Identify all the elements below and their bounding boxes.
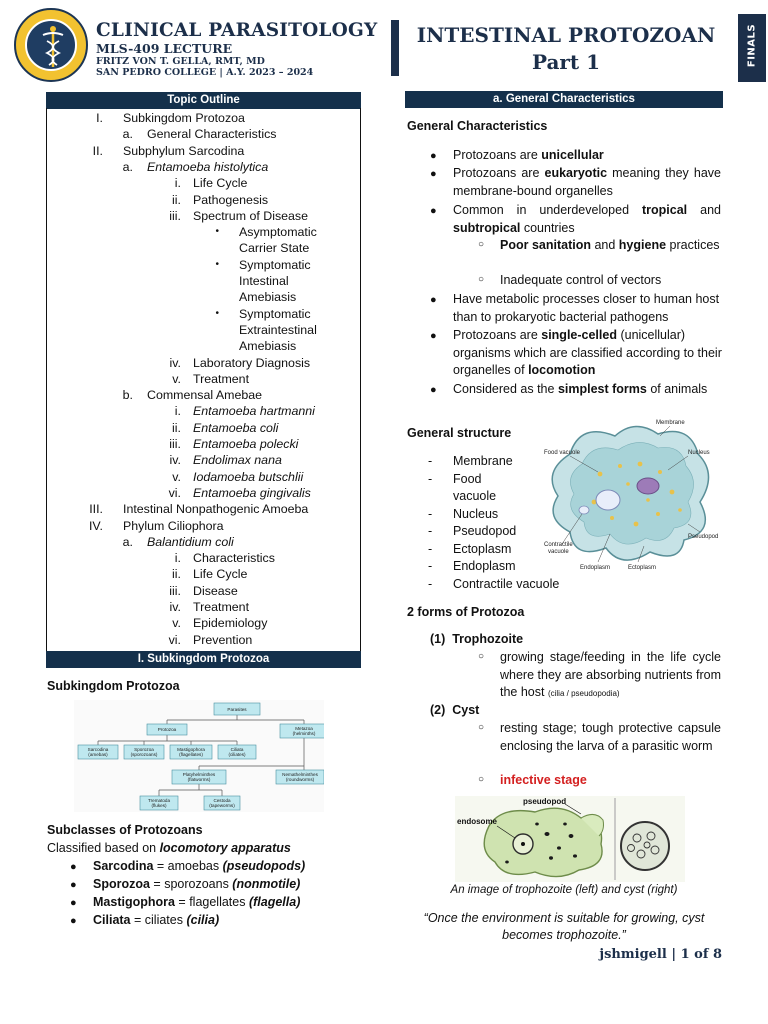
outline-number: iv. — [169, 453, 181, 468]
form-item — [430, 702, 479, 720]
header-divider — [391, 20, 399, 76]
dash: - — [428, 524, 433, 538]
outline-item[interactable]: Life Cycle — [193, 567, 248, 582]
subkingdom-heading — [47, 678, 180, 695]
outline-number: ii. — [172, 567, 181, 582]
outline-item[interactable]: Spectrum of Disease — [193, 208, 309, 223]
topic-title-line2: Part 1 — [531, 50, 601, 74]
amoeba-label-membrane: Membrane — [656, 420, 685, 426]
outline-item[interactable]: Asymptomatic — [239, 225, 317, 240]
bullet-icon: ● — [430, 294, 437, 306]
amoeba-label-food-vacuole: Food vacuole — [544, 450, 581, 456]
locomotory-apparatus: locomotory apparatus — [159, 841, 291, 855]
outline-number: iv. — [169, 600, 181, 614]
outline-item[interactable]: Iodamoeba butschlii — [193, 469, 304, 484]
diagram-node-nemathelminthes: Nemathelminthes — [282, 772, 318, 777]
text: growing stage/feeding in the life cycle where they are absorbing nutrients from the host — [500, 650, 721, 699]
form-name: Cyst — [452, 703, 480, 717]
outline-number: I. — [96, 111, 103, 125]
outline-item[interactable]: Extraintestinal — [239, 322, 317, 337]
protozoa-classification-diagram — [74, 700, 324, 812]
bullet-icon: ● — [70, 915, 77, 927]
outline-number: i. — [174, 551, 181, 566]
characteristic-item — [453, 327, 723, 380]
circle-bullet-icon: ○ — [478, 239, 485, 250]
classified-line — [47, 840, 291, 857]
dash: - — [428, 472, 433, 486]
page-number: 1 of 8 — [680, 947, 722, 962]
diagram-node-platyhelminthes-sub: (flatworms) — [187, 777, 211, 782]
subclass-name: Sarcodina — [93, 859, 154, 873]
instructor-name: FRITZ VON T. GELLA, RMT, MD — [96, 56, 265, 67]
structure-item: vacuole — [453, 489, 497, 503]
subkingdom-section-bar: I. Subkingdom Protozoa — [46, 651, 361, 668]
forms-heading — [407, 604, 524, 622]
outline-item[interactable]: Entamoeba coli — [193, 420, 279, 435]
dash: - — [428, 559, 433, 573]
structure-item: Endoplasm — [453, 559, 516, 573]
text: Common in underdeveloped — [453, 203, 642, 217]
subclass-item — [93, 894, 300, 911]
outline-item[interactable]: Disease — [193, 583, 238, 598]
lecture-code: MLS-409 LECTURE — [96, 41, 233, 56]
outline-item[interactable]: Phylum Ciliophora — [123, 518, 224, 533]
subclass-name: Sporozoa — [93, 877, 150, 891]
diagram-node-trematoda-sub: (flukes) — [151, 803, 167, 808]
diagram-node-parasites: Parasites — [227, 707, 247, 712]
diagram-node-protozoa: Protozoa — [157, 727, 177, 732]
text: Protozoans are — [453, 328, 542, 342]
subclasses-heading-text: Subclasses of Protozoans — [47, 823, 203, 837]
form-number: (1) — [430, 632, 446, 646]
diagram-node-metazoa: Metazoa — [295, 726, 313, 731]
quote-text: “Once the environment is suitable for growing, cyst becomes trophozoite.” — [423, 911, 705, 942]
bullet-icon: ● — [430, 168, 437, 180]
general-characteristics-heading — [407, 118, 547, 136]
outline-item[interactable]: Characteristics — [193, 551, 275, 566]
diagram-node-mastigophora-sub: (flagellates) — [179, 752, 203, 757]
bullet-icon: ● — [430, 150, 437, 162]
text: simplest forms — [557, 382, 647, 396]
diagram-node-mastigophora: Mastigophora — [177, 747, 205, 752]
amoeba-label-ectoplasm: Ectoplasm — [628, 565, 657, 571]
outline-item[interactable]: Symptomatic — [239, 257, 311, 272]
outline-number: a. — [122, 127, 133, 142]
subclass-item — [93, 858, 305, 875]
form-name: Trophozoite — [452, 632, 524, 646]
subclass-desc: = ciliates — [130, 913, 187, 927]
outline-item[interactable]: Balantidium coli — [147, 534, 234, 549]
sub-characteristic-item: Inadequate control of vectors — [500, 273, 662, 287]
outline-item[interactable]: Treatment — [193, 371, 250, 386]
text: single-celled — [541, 328, 617, 342]
footer-separator: | — [666, 947, 681, 962]
outline-item[interactable]: Treatment — [193, 600, 250, 614]
amoeba-label-endoplasm: Endoplasm — [580, 565, 611, 571]
form-description — [500, 649, 721, 703]
outline-number: ii. — [172, 192, 181, 207]
bullet-icon: ● — [70, 861, 77, 873]
author-handle: jshmigell — [599, 947, 667, 962]
caduceus-icon — [25, 19, 77, 71]
trophozoite-cyst-micrograph — [455, 796, 685, 882]
characteristic-item — [453, 147, 721, 165]
outline-item[interactable]: Laboratory Diagnosis — [193, 355, 311, 370]
amoeba-label-contractile: Contractile — [544, 542, 573, 548]
text: Protozoans are — [453, 166, 545, 180]
outline-number: i. — [174, 404, 181, 419]
outline-number: b. — [122, 388, 133, 403]
topic-outline — [46, 108, 361, 652]
outline-number: IV. — [88, 518, 103, 533]
diagram-node-sporozoa: Sporozoa — [134, 747, 154, 752]
page-footer — [599, 947, 722, 962]
sub-characteristic-item — [500, 237, 721, 255]
amoeba-structure-illustration — [540, 414, 726, 574]
dash: - — [428, 507, 433, 521]
structure-item: Food — [453, 472, 482, 486]
subclasses-heading — [47, 822, 203, 839]
subclass-desc: = flagellates — [174, 895, 249, 909]
subkingdom-heading-text: Subkingdom Protozoa — [47, 679, 180, 693]
outline-item[interactable]: Entamoeba gingivalis — [193, 485, 311, 500]
topic-title — [400, 22, 732, 76]
bullet-icon: ● — [430, 330, 437, 342]
structure-item: Ectoplasm — [453, 542, 512, 556]
outline-number: i. — [174, 176, 181, 191]
subclass-item — [93, 912, 219, 929]
text: eukaryotic — [544, 166, 608, 180]
outline-number: vi. — [168, 632, 181, 647]
text: Poor sanitation — [500, 238, 591, 252]
outline-item[interactable]: Prevention — [193, 632, 253, 647]
text: (unicellular) organisms which are classified according to their organelles of — [453, 328, 722, 377]
diagram-node-platyhelminthes: Platyhelminthes — [182, 772, 216, 777]
course-title: CLINICAL PARASITOLOGY — [96, 20, 378, 41]
dash: - — [428, 577, 433, 591]
dash: - — [428, 454, 433, 468]
outline-number: iii. — [169, 208, 181, 223]
subclass-name: Mastigophora — [93, 895, 175, 909]
college-logo — [14, 8, 88, 82]
outline-item[interactable]: Amebiasis — [239, 290, 297, 305]
outline-item[interactable]: Subphylum Sarcodina — [123, 143, 245, 158]
finals-tab — [738, 14, 766, 82]
text: locomotion — [528, 363, 596, 377]
bullet-icon: ● — [430, 205, 437, 217]
subclass-name: Ciliata — [93, 913, 131, 927]
diagram-node-metazoa-sub: (helminths) — [292, 731, 316, 736]
form-item — [430, 631, 523, 649]
characteristic-item — [453, 202, 721, 237]
subclass-locomotion: (flagella) — [248, 895, 301, 909]
topic-title-line1: INTESTINAL PROTOZOAN — [416, 23, 716, 47]
diagram-node-sarcodina-sub: (amebas) — [88, 752, 108, 757]
amoeba-label-pseudopod: Pseudopod — [688, 534, 719, 540]
subclass-locomotion: (pseudopods) — [222, 859, 306, 873]
text: subtropical — [453, 220, 521, 235]
outline-item[interactable]: Intestinal — [239, 274, 289, 288]
text: meaning they have membrane-bound organelles — [453, 166, 721, 198]
text: tropical — [642, 203, 688, 217]
outline-number: II. — [92, 143, 103, 158]
course-header — [96, 20, 386, 78]
text: and — [687, 203, 721, 217]
outline-number: iv. — [169, 355, 181, 370]
text: (cilia / pseudopodia) — [547, 689, 620, 698]
diagram-node-cestoda: Cestoda — [213, 798, 231, 803]
form-description: resting stage; tough protective capsule enclosing the larva of a parasitic worm — [500, 721, 721, 753]
outline-number: iii. — [169, 437, 181, 451]
amoeba-label-vacuole: vacuole — [548, 549, 569, 555]
structure-item: Membrane — [453, 454, 513, 468]
finals-label: FINALS — [746, 23, 758, 68]
diagram-node-trematoda: Trematoda — [147, 798, 171, 803]
text: Protozoans are — [453, 148, 542, 162]
dash: - — [428, 542, 433, 556]
outline-item[interactable]: Epidemiology — [193, 616, 268, 631]
outline-number: a. — [122, 159, 133, 174]
outline-bullet-icon: • — [215, 258, 219, 270]
characteristic-item — [453, 381, 721, 399]
text: Considered as the — [453, 382, 558, 396]
bullet-icon: ● — [70, 897, 77, 909]
outline-number: v. — [172, 616, 181, 631]
micro-label-pseudopod: pseudopod — [523, 797, 567, 806]
outline-bullet-icon: • — [215, 307, 219, 319]
form-number: (2) — [430, 703, 446, 717]
structure-item: Contractile vacuole — [453, 577, 560, 591]
outline-item[interactable]: General Characteristics — [147, 127, 277, 142]
text: unicellular — [541, 148, 604, 162]
outline-item[interactable]: Amebiasis — [239, 339, 297, 354]
outline-number: III. — [89, 502, 103, 517]
outline-item[interactable]: Intestinal Nonpathogenic Amoeba — [123, 502, 309, 517]
diagram-node-sarcodina: Sarcodina — [87, 747, 109, 752]
text: practices — [666, 238, 720, 252]
characteristic-item — [453, 165, 721, 200]
classified-text: Classified based on — [47, 841, 160, 855]
outline-number: v. — [172, 371, 181, 386]
bullet-icon: ● — [70, 879, 77, 891]
outline-item[interactable]: Entamoeba hartmanni — [193, 404, 315, 419]
outline-item[interactable]: Life Cycle — [193, 176, 248, 191]
diagram-node-ciliata-sub: (ciliates) — [228, 752, 246, 757]
diagram-node-nemathelminthes-sub: (roundworms) — [285, 777, 315, 782]
outline-item[interactable]: Subkingdom Protozoa — [123, 111, 245, 125]
infective-stage: infective stage — [500, 773, 587, 787]
outline-item[interactable]: Carrier State — [239, 241, 310, 256]
general-structure-heading — [407, 425, 511, 443]
structure-item: Pseudopod — [453, 524, 517, 538]
outline-item[interactable]: Entamoeba histolytica — [147, 159, 269, 174]
outline-item[interactable]: Endolimax nana — [193, 453, 282, 468]
circle-bullet-icon: ○ — [478, 722, 485, 733]
micro-label-endosome: endosome — [457, 817, 498, 826]
outline-number: iii. — [169, 583, 181, 598]
structure-item: Nucleus — [453, 507, 499, 521]
outline-item[interactable]: Entamoeba polecki — [193, 437, 299, 451]
diagram-node-cestoda-sub: (tapeworms) — [209, 803, 235, 808]
subclass-desc: = sporozoans — [149, 877, 233, 891]
outline-number: vi. — [168, 485, 181, 500]
outline-bullet-icon: • — [215, 226, 219, 238]
outline-number: v. — [172, 469, 181, 484]
text: hygiene — [618, 238, 667, 252]
diagram-node-ciliata: Ciliata — [230, 747, 244, 752]
forms-heading-text: 2 forms of Protozoa — [407, 605, 525, 619]
circle-bullet-icon: ○ — [478, 774, 485, 785]
school-year: SAN PEDRO COLLEGE | A.Y. 2023 – 2024 — [96, 67, 314, 78]
circle-bullet-icon: ○ — [478, 274, 485, 285]
characteristic-item: Have metabolic processes closer to human host than to prokaryotic bacterial pathogens — [453, 292, 720, 324]
outline-item[interactable]: Commensal Amebae — [147, 388, 263, 403]
text: of animals — [646, 382, 708, 396]
bullet-icon: ● — [430, 384, 437, 396]
image-caption: An image of trophozoite (left) and cyst (right) — [450, 884, 678, 896]
outline-item[interactable]: Pathogenesis — [193, 192, 269, 207]
gc-heading-text: General Characteristics — [407, 119, 548, 133]
outline-number: a. — [122, 534, 133, 549]
amoeba-label-nucleus: Nucleus — [688, 450, 710, 456]
general-characteristics-bar: a. General Characteristics — [405, 91, 723, 108]
outline-item[interactable]: Symptomatic — [239, 306, 311, 321]
subclass-item — [93, 876, 300, 893]
text: countries — [520, 220, 575, 235]
text: and — [590, 238, 619, 252]
outline-number: ii. — [172, 420, 181, 435]
subclass-locomotion: (nonmotile) — [232, 877, 301, 891]
subclass-locomotion: (cilia) — [186, 913, 220, 927]
gs-heading-text: General structure — [407, 426, 512, 440]
topic-outline-heading: Topic Outline — [46, 92, 361, 109]
circle-bullet-icon: ○ — [478, 651, 485, 662]
subclass-desc: = amoebas — [153, 859, 223, 873]
diagram-node-sporozoa-sub: (sporozoans) — [130, 752, 158, 757]
